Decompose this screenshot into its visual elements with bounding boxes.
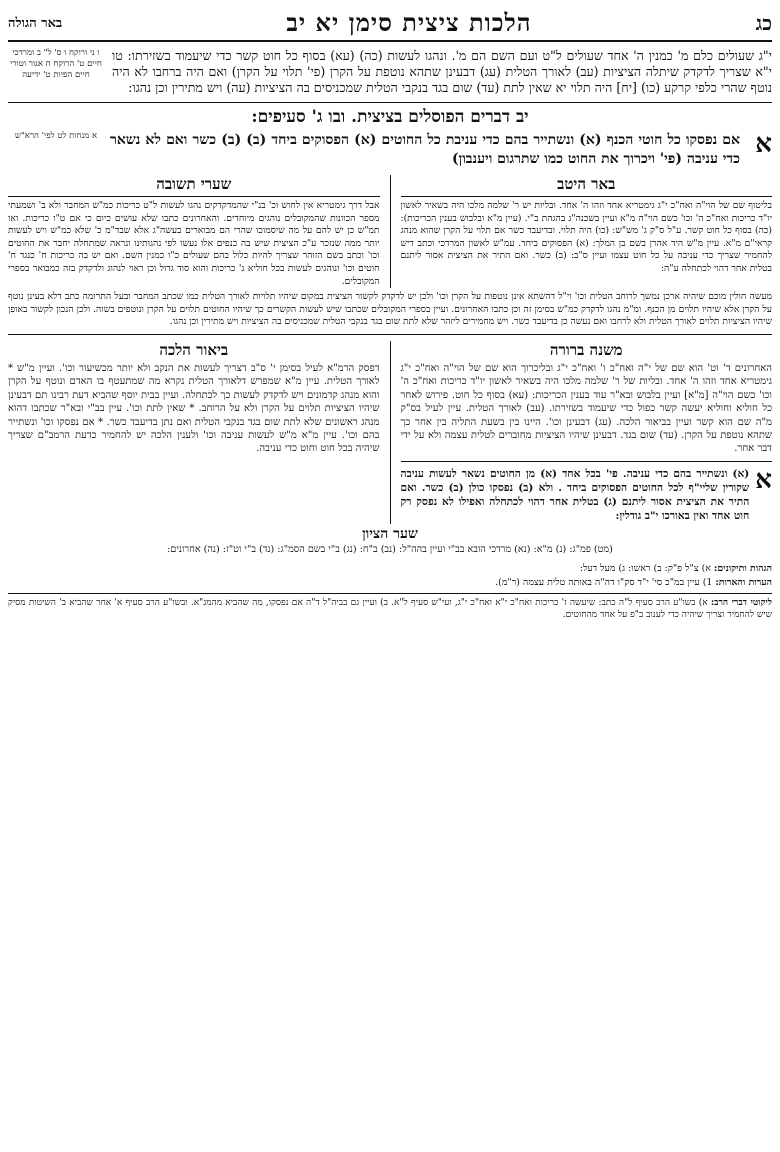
- mishna-berura-law-text: (א) ונשתייר בהם כדי עניבה. פי' בכל אחד (א) מן החוטים נשאר לעשות עניבה שקורין שליי"ף לכל החוטים הפסוקים ביחד . ולא (ב) נפסקו כולן (ב) כשר. ואם התיר את הציצית אסור ליתנם (ג) בטלית אחר דהוי לכתחלה ואפילו לא נפסק רק חוט אחד ואין באורכו י"ב גודלין:: [400, 467, 750, 523]
- section-label: באר הגולה: [8, 16, 63, 31]
- column-divider: [390, 175, 391, 288]
- law-letter: א: [755, 129, 772, 159]
- beer-heitev-title: באר היטב: [401, 175, 773, 197]
- likutim-label: ליקוטי דברי הרב:: [710, 597, 772, 608]
- column-divider: [390, 341, 391, 524]
- section-title: יב דברים הפוסלים בציצית. ובו ג' סעיפים:: [251, 107, 529, 127]
- shaar-hatziyun-text: (מט) פמ"ג: (נ) מ"א: (נא) מרדכי הובא בב"י ועיין בהה"ל: (נב) ב"ח: (נג) ב"י בשם הסמ"ג: (נד) ב"י וט"ז: (נה) אחרונים:: [167, 543, 613, 555]
- biur-halacha-column: [8, 341, 380, 524]
- mishna-berura-law-letter: א: [755, 464, 772, 495]
- shaarei-teshuva-title: שערי תשובה: [8, 175, 380, 197]
- earot-line: [8, 576, 772, 589]
- full-width-text: מעשה חולין מוכם שיהיה ארכן נמשך לרוחב הטלית וכו' וי"ל דהשתא אינן נוטפות על הקרן וכו' ולכן יש לדקדק לקשור הציצית במקום שיהיו תלויות לאורך הטלית כמו שכתב המחבר ובעל התרומה כתב דלא בעינן נוטף על הקרן אלא שיהיו תלוים מן הכנף. ומ"מ נהגו לדקדק כמ"ש בסימן זה וכן כתבו האחרונים. ועיין בספרי המקובלים שכתבו שיש לעשות הקשרים כך שיהיו החוטים תלוים על הקרן ונוטפים בשוה. ולכן הנכון לקשור באופן שיהיו הציציות תלוים לאורך הטלית ולא לרחבו ואם נעשה כן בדיעבד כשר. ויש מחמירים ליזהר שלא לתת שום בגד בנקבי הטלית שמכניסים בה הציציות ויש מתירין וכן נהגו.: [8, 291, 772, 328]
- commentary-columns: [8, 175, 772, 288]
- mishna-berura-column: [401, 341, 773, 524]
- page-number: כג: [755, 10, 772, 35]
- earot-text: 1) עיין במ"כ סי' י"ד סק"ו דה"ה באותה טלית עצמה (ר"מ).: [495, 576, 713, 588]
- intro-side-note: ו ני ורוקח ו ס' ל" ב ומרדכי חיים ט' הרוקח ח אגור וטורי חיים הפיות ט' ידיעה: [10, 48, 102, 80]
- mishna-berura-title: משנה ברורה: [549, 340, 623, 359]
- page-title: הלכות ציצית סימן יא יב: [286, 8, 532, 37]
- hagahot-line: [8, 562, 772, 575]
- law-text: אם נפסקו כל חוטי הכנף (א) ונשתייר בהם כדי עניבת כל החוטים (א) הפסוקים ביחד (ב) (ב) כשר ואם לא נשאר כדי עניבה (פי' ויכרוך את החוט כמו שתרגום ויענבון): [110, 132, 741, 167]
- hagahot-label: הגהות ותיקונים:: [713, 562, 772, 574]
- mishna-berura-text: האחרונים ד' וט' הוא שם של י"ה ואח"כ ו' ואח"כ י"ג ובליכרוך הוא שם של הוי"ה ואח"כ י"ג גימטריא אחד וזהו ה' אחד. ובליות של ר' שלמה מלכו היה בשאיר לאשון יו"ד כריכות ואח"כ ה' וכו' כשם הוי"ה [מ"א] ועיין בלבוש ובא"ר עוד בענין הכריכות: (עא) בסוף כל חוט. פירוש לאחר כל חוליא וחוליא יעשה קשר כפול כדי שיעמוד בשזירתו. (עב) לאורך הטלית. עיין לעיל בס"ק מ"ה שם הוא קשר ועיין בביאור הלכה. (עג) דבעינן וכו'. היינו בין בשעת התליה בין אחר כך שתהא נוטפת על הקרן. (עד) שום בגד. דבעינן שיהיו הציציות מחוברים לטלית עצמה ולא על ידי דבר אחר.: [400, 362, 772, 455]
- lower-columns: [8, 341, 772, 524]
- biur-halacha-text: דפסק הרמ"א לעיל בסימן י' ס"ב דצריך לעשות את הנקב ולא יותר מכשיעור וכו'. ועיין מ"ש * לאורך הטלית. עיין מ"א שמפרש דלאורך הטלית נקרא מה שמתעטף בו האדם ונוטף על הקרן והוא מנהג קדמונים ויש לדקדק לעשות כך לכתחלה. ועיין בבית יוסף שהביא דעת רבינו תם דבעינן שיהיו הציציות תלוים על הקרן ולא על הרוחב. * שאין לתת וכו'. עיין בב"י ובא"ר שכתבו דהוא מנהג ראשונים שלא לתת שום בגד בנקבי הטלית ואם נתן בדיעבד כשר. * אם נפסקו וכו' ונשתייר בהם וכו'. עיין מ"א מ"ש לעשות עניבה וכו' ולענין הלכה יש להחמיר כדעת הרמב"ם שצריך שיהיה בכל חוט וחוט כדי עניבה.: [8, 362, 380, 455]
- shaarei-teshuva-column: [8, 175, 380, 288]
- divider: [401, 461, 773, 462]
- likutim-text: א) בשו"ע הרב סעיף ל"ה כתב: שיעשה ז' כריכות ואח"כ י"א ואח"כ י"ג, ועי"ש סעיף ל"א. ב) ועיין גם בביה"ל ד"ה אם נפסקו, מה שהביא מהמג"א. ובשו"ע הרב סעיף א' אחר שהביא ב' השיטות מסיק שיש להחמיר וצריך שיהיה כדי לענוב ב"פ על אחד מהחוטים.: [8, 597, 772, 620]
- beer-heitev-column: [401, 175, 773, 288]
- earot-label: הערות והארות:: [715, 576, 772, 588]
- page: [8, 6, 772, 1140]
- divider: [8, 102, 772, 103]
- law-block: [8, 131, 772, 169]
- intro-block: [8, 48, 772, 96]
- hagahot-text: א) צ"ל פ"ק: ב) ראשו: ג) מעל דעל:: [579, 562, 711, 574]
- divider: [8, 334, 772, 335]
- intro-text: י"ג שעולים כלם מ' כמנין ה' אחד שעולים ל"ט ועם השם הם מ'. ונהגו לעשות (כה) (עא) בסוף כל חוט קשר כדי שיעמוד בשזירתו: טו י"א שצריך לדקדק שיתלה הציציות (עב) לאורך הטלית (עג) דבעינן שתהא נוטפת על הקרן (פי' תלוי על הקרן) ואם היה ברחבו לא היה נוטף שהרי כלפי קרקע (כו) [יח] היה תלוי יא שאין לתת (עד) שום בגד בנקבי הטלית שמכניסים בה הציציות (עה) ויש מתירין וכן נהגו:: [112, 48, 772, 95]
- biur-halacha-title: ביאור הלכה: [159, 340, 229, 359]
- shaar-hatziyun-title: שער הציון: [362, 525, 418, 542]
- shaarei-teshuva-text: אבל דרך גימטריא אין לחוש וכ' בנ"י שהמדקדקים נהגו לעשות ל"ט כריכות כמ"ש המחבר ולא ב' ושמעתי מספר הכוונות שהמקובלים נוהגים מיוחדים. והאחרונים כתבו שלא עושים כיום כי אם ט"ו כריכות. ואו תמ"ש כן יש להם על מה שיסמוכו שהרי הם מבוארים בעשה"ג אלא שבד"מ כ' שלא כמ"ש ויש לעשות יותר ממה שנזכר ע"כ הציצית שיש בה כנפים אלו נעשו לפי נהגותינו ונראה שמתחלה יחבר את החוטים וכו' וכתב בשם הזוהר שצריך להיות כלול בהם שעולים כ"ו כמנין השם. ואם יש בה כריכות ח' כנגד ח' חוטים וכו' ונוהגים לעשות בכל חוליא ג' כריכות והוא סוד גדול וכן ראוי לנהוג ולדקדק בזה כמבואר בספרי המקובלים.: [8, 200, 380, 287]
- mishna-berura-law: [400, 464, 773, 524]
- law-side-note: א מנחות לט לפי' הרא"ש: [14, 131, 98, 141]
- beer-heitev-text: בליטוף שם של הוי"ה ואח"כ י"ג גימטריא אחד וזהו ה' אחד. ובליות יש ר' שלמה מלכו היה בשאיר לאשון יו"ד כריכות ואח"כ ה' וכו' כשם הוי"ה מ"א ועיין בשכנה"ג בהגהת ב"י. (עיין מ"א ובלבוש בענין הכריכות): (כה) בסוף כל חוט קשר. ע"ל ס"ק ג' מש"ש: (כו) היה תלוי. ובדיעבד כשר אם תלוי על הקרן שהוא מנהג קראי"ם מ"א. עיין מ"ש היד אהרן בשם בן המלך: (א) הפסוקים ביחד. עמ"ש לאשון המרדכי וכתב דיש להחמיר שצריך כדי עניבה על כל חוט עצמו ועיין ס"ב: (ב) כשר. ואם התיר את הציצית אסור ליתנם בטלית אחר דהוי לכתחלה ע"ה:: [400, 200, 772, 274]
- likutim-footnote: [8, 593, 772, 621]
- page-header: [8, 6, 772, 42]
